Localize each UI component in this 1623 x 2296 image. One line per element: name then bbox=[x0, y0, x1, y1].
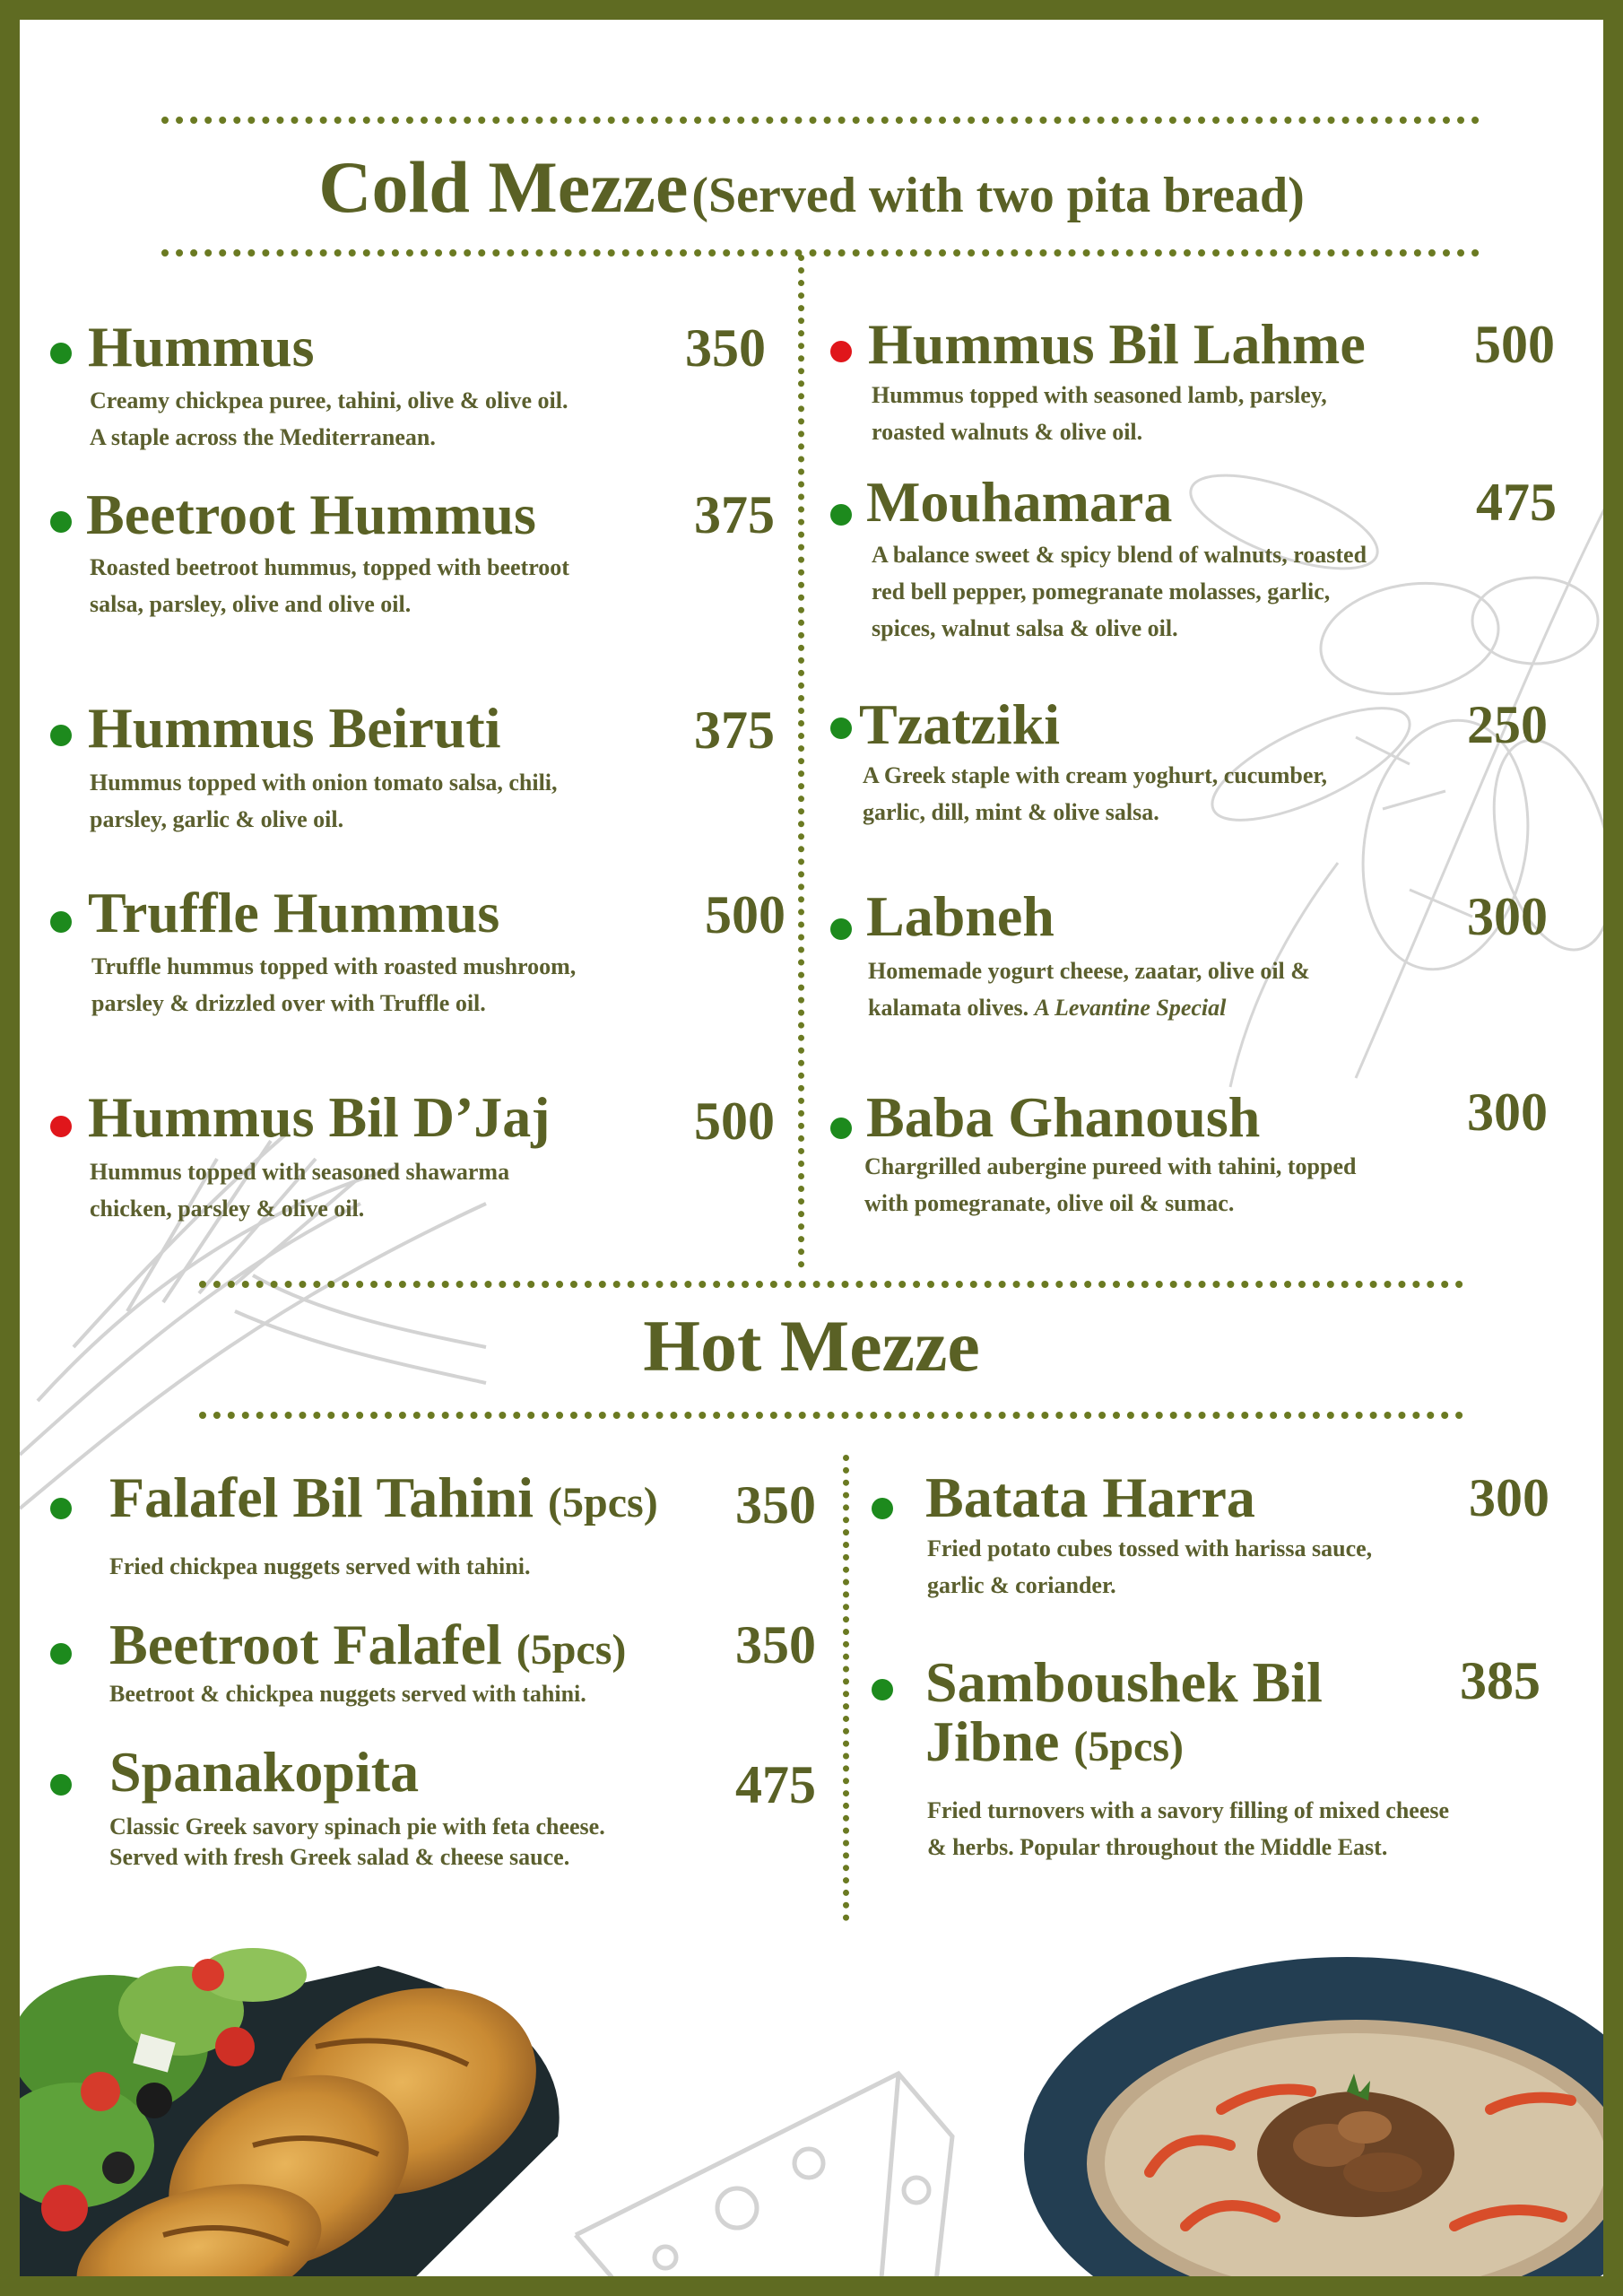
hummus-bowl-photo bbox=[1024, 1948, 1623, 2296]
item-price: 350 bbox=[735, 1615, 816, 1674]
item-name-text: Falafel Bil Tahini bbox=[109, 1465, 534, 1529]
desc-line: A balance sweet & spicy blend of walnuts, roasted bbox=[872, 542, 1367, 568]
item-price: 300 bbox=[1467, 887, 1548, 946]
desc-line: Beetroot & chickpea nuggets served with tahini. bbox=[109, 1681, 586, 1707]
desc-line: Roasted beetroot hummus, topped with beetroot bbox=[90, 554, 569, 580]
item-portion-note: (5pcs) bbox=[516, 1626, 627, 1674]
item-price: 375 bbox=[694, 700, 775, 760]
cold-column-divider bbox=[798, 255, 804, 1268]
item-name: Hummus Bil Lahme bbox=[868, 312, 1366, 376]
desc-line: Served with fresh Greek salad & cheese sauce. bbox=[109, 1844, 570, 1870]
desc-line: parsley & drizzled over with Truffle oil. bbox=[91, 990, 486, 1016]
item-price: 300 bbox=[1467, 1083, 1548, 1142]
desc-line: parsley, garlic & olive oil. bbox=[90, 806, 344, 832]
item-name: Hummus bbox=[88, 315, 315, 378]
veg-bullet-icon bbox=[872, 1498, 893, 1519]
desc-line: Hummus topped with seasoned lamb, parsley, bbox=[872, 382, 1327, 408]
veg-bullet-icon bbox=[50, 511, 72, 533]
meat-bullet-icon bbox=[830, 341, 852, 362]
item-description bbox=[109, 1812, 605, 1873]
veg-bullet-icon bbox=[830, 718, 852, 739]
veg-bullet-icon bbox=[872, 1679, 893, 1700]
desc-line: Hummus topped with seasoned shawarma bbox=[90, 1159, 510, 1185]
veg-bullet-icon bbox=[50, 1498, 72, 1519]
item-price: 500 bbox=[705, 885, 785, 944]
veg-bullet-icon bbox=[830, 1118, 852, 1139]
cold-mezze-title bbox=[20, 145, 1603, 230]
item-name: Batata Harra bbox=[925, 1465, 1255, 1529]
item-price: 385 bbox=[1460, 1651, 1541, 1710]
item-price: 300 bbox=[1469, 1468, 1549, 1527]
item-price: 500 bbox=[1474, 315, 1555, 374]
item-name: Baba Ghanoush bbox=[866, 1085, 1261, 1149]
item-description bbox=[90, 764, 558, 838]
hot-title-text: Hot Mezze bbox=[643, 1305, 980, 1387]
item-name: Hummus Beiruti bbox=[88, 696, 501, 760]
item-price: 250 bbox=[1467, 695, 1548, 754]
desc-line: Fried turnovers with a savory filling of mixed cheese bbox=[927, 1797, 1450, 1823]
desc-line: Fried chickpea nuggets served with tahini. bbox=[109, 1553, 531, 1579]
desc-line: Hummus topped with onion tomato salsa, chili, bbox=[90, 770, 558, 796]
hot-top-divider bbox=[199, 1281, 1463, 1288]
item-price: 475 bbox=[735, 1755, 816, 1814]
item-name-line2 bbox=[925, 1709, 1185, 1773]
item-name: Labneh bbox=[866, 884, 1055, 948]
item-description bbox=[927, 1530, 1372, 1604]
item-description bbox=[927, 1792, 1449, 1866]
item-description bbox=[109, 1548, 530, 1585]
item-description bbox=[90, 1153, 509, 1227]
hot-column-divider bbox=[843, 1455, 849, 1921]
cold-bottom-divider bbox=[161, 249, 1480, 257]
item-description bbox=[872, 536, 1367, 647]
desc-line: spices, walnut salsa & olive oil. bbox=[872, 615, 1178, 641]
item-name: Beetroot Hummus bbox=[86, 483, 536, 546]
desc-line: chicken, parsley & olive oil. bbox=[90, 1196, 365, 1222]
desc-line: salsa, parsley, olive and olive oil. bbox=[90, 591, 412, 617]
item-name bbox=[109, 1465, 658, 1529]
item-name: Hummus Bil D’Jaj bbox=[88, 1085, 551, 1149]
item-description bbox=[90, 549, 569, 622]
item-name-text: Jibne bbox=[925, 1709, 1060, 1773]
cheese-sketch-icon bbox=[558, 2056, 988, 2296]
item-name: Truffle Hummus bbox=[88, 881, 500, 944]
item-name: Tzatziki bbox=[859, 692, 1060, 756]
veg-bullet-icon bbox=[50, 1643, 72, 1665]
hot-bottom-divider bbox=[199, 1412, 1463, 1419]
item-name: Samboushek Bil bbox=[925, 1650, 1323, 1714]
item-price: 475 bbox=[1476, 473, 1557, 532]
veg-bullet-icon bbox=[50, 343, 72, 364]
item-price: 350 bbox=[735, 1475, 816, 1535]
desc-line: A staple across the Mediterranean. bbox=[90, 424, 436, 450]
veg-bullet-icon bbox=[830, 504, 852, 526]
desc-line: with pomegranate, olive oil & sumac. bbox=[864, 1190, 1235, 1216]
veg-bullet-icon bbox=[50, 725, 72, 746]
veg-bullet-icon bbox=[50, 1774, 72, 1796]
veg-bullet-icon bbox=[50, 911, 72, 933]
desc-line: garlic & coriander. bbox=[927, 1572, 1116, 1598]
hot-mezze-title bbox=[20, 1304, 1603, 1388]
spanakopita-salad-photo bbox=[20, 1912, 594, 2296]
desc-line: Fried potato cubes tossed with harissa sauce, bbox=[927, 1535, 1373, 1561]
desc-italic-note: A Levantine Special bbox=[1034, 995, 1227, 1021]
desc-line: & herbs. Popular throughout the Middle East. bbox=[927, 1834, 1388, 1860]
item-name-text: Beetroot Falafel bbox=[109, 1613, 502, 1676]
item-description bbox=[863, 757, 1327, 831]
desc-line: Creamy chickpea puree, tahini, olive & olive oil. bbox=[90, 387, 568, 413]
item-name bbox=[109, 1613, 627, 1676]
desc-line: Homemade yogurt cheese, zaatar, olive oil & bbox=[868, 958, 1310, 984]
desc-line: kalamata olives. bbox=[868, 995, 1029, 1021]
item-price: 350 bbox=[685, 318, 766, 378]
item-description bbox=[872, 377, 1327, 450]
cold-title-text: Cold Mezze bbox=[318, 146, 689, 228]
item-portion-note: (5pcs) bbox=[548, 1479, 658, 1526]
item-price: 375 bbox=[694, 485, 775, 544]
desc-line: garlic, dill, mint & olive salsa. bbox=[863, 799, 1159, 825]
meat-bullet-icon bbox=[50, 1116, 72, 1137]
item-description bbox=[868, 952, 1310, 1026]
item-price: 500 bbox=[694, 1091, 775, 1151]
item-name: Mouhamara bbox=[866, 470, 1173, 534]
cold-subtitle-text: (Served with two pita bread) bbox=[691, 168, 1305, 223]
item-description bbox=[91, 948, 576, 1022]
desc-line: Classic Greek savory spinach pie with feta cheese. bbox=[109, 1813, 605, 1839]
item-description bbox=[864, 1148, 1356, 1222]
item-description bbox=[109, 1675, 586, 1712]
item-portion-note: (5pcs) bbox=[1073, 1723, 1185, 1770]
item-description bbox=[90, 382, 568, 456]
desc-line: roasted walnuts & olive oil. bbox=[872, 419, 1143, 445]
desc-line: Truffle hummus topped with roasted mushroom, bbox=[91, 953, 577, 979]
item-name: Spanakopita bbox=[109, 1740, 420, 1804]
veg-bullet-icon bbox=[830, 918, 852, 940]
cold-top-divider bbox=[161, 117, 1480, 124]
desc-line: red bell pepper, pomegranate molasses, garlic, bbox=[872, 578, 1331, 604]
desc-line: A Greek staple with cream yoghurt, cucumber, bbox=[863, 762, 1328, 788]
desc-line: Chargrilled aubergine pureed with tahini, topped bbox=[864, 1153, 1357, 1179]
